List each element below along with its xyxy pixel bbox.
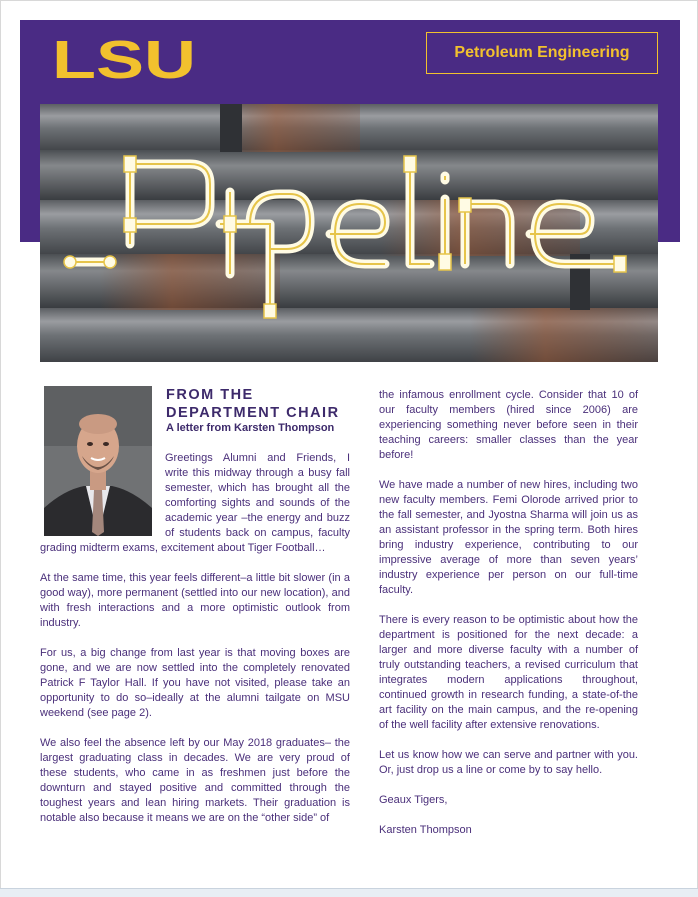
pipes-illustration: [40, 104, 658, 362]
svg-text:LSU: LSU: [52, 34, 196, 84]
left-column: [40, 571, 350, 841]
paragraph: the infamous enrollment cycle. Consider that 10 of our faculty members (hired since 2006) are experiencing something never before seen in their teaching careers: smaller classes than the year before!: [379, 389, 638, 461]
paragraph: At the same time, this year feels different–a little bit slower (in a good way), more permanent (settled into our new location), and with fresh interactions and a more optimistic outlook from industry.: [40, 572, 350, 629]
intro-text: [40, 451, 350, 556]
article-heading: FROM THE DEPARTMENT CHAIR: [166, 387, 340, 421]
department-label: Petroleum Engineering: [426, 32, 658, 74]
paragraph: For us, a big change from last year is that moving boxes are gone, and we are now settled into the completely renovated Patrick F Taylor Hall. If you have not visited, please take an opportunity to do so–ideally at the alumni tailgate on MSU weekend (see page 2).: [40, 647, 350, 719]
intro-line: Greetings Alumni and Friends, I: [165, 452, 350, 464]
hero-image: [40, 104, 658, 362]
right-column: [379, 388, 638, 853]
article-subheading: A letter from Karsten Thompson: [166, 422, 335, 434]
paragraph: There is every reason to be optimistic about how the department is positioned for the next decade: a larger and more diverse faculty with a number of truly outstanding teachers, a revised curriculum that integrates modern applications throughout, continued growth in research funding, a state-of-the art facility on the main campus, and the re-opening of the well facility after extensive renovations.: [379, 614, 638, 731]
intro-line: of students back on campus, faculty: [165, 527, 350, 539]
intro-line: grading midterm exams, excitement about Tiger Football…: [40, 542, 326, 554]
intro-line: academic year –the energy and buzz: [165, 512, 350, 524]
signature-name: Karsten Thompson: [379, 824, 472, 836]
sign-off: Geaux Tigers,: [379, 794, 448, 806]
paragraph: Let us know how we can serve and partner with you. Or, just drop us a line or come by to say hello.: [379, 749, 638, 776]
paragraph: We have made a number of new hires, including two new faculty members. Femi Olorode arrived prior to the fall semester, and Jyostna Sharma will join us as an assistant professor in the spring term. Both hires bring industry experience, contributing to our impressive average of more than seven years’ industry experience per person on our full-time faculty.: [379, 479, 638, 596]
paragraph: We also feel the absence left by our May 2018 graduates– the largest graduating class in decades. We are very proud of these students, who came in as freshmen just before the downturn and stayed positive and committed through the toughest years and lean hiring markets. Their graduation is notable also because it means we are on the “other side” of: [40, 737, 350, 824]
intro-line: comforting sights and sounds of the: [165, 497, 350, 509]
intro-line: semester, which has brought all the: [165, 482, 350, 494]
intro-line: write this midway through a busy fall: [165, 467, 350, 479]
lsu-logo: [50, 34, 200, 84]
